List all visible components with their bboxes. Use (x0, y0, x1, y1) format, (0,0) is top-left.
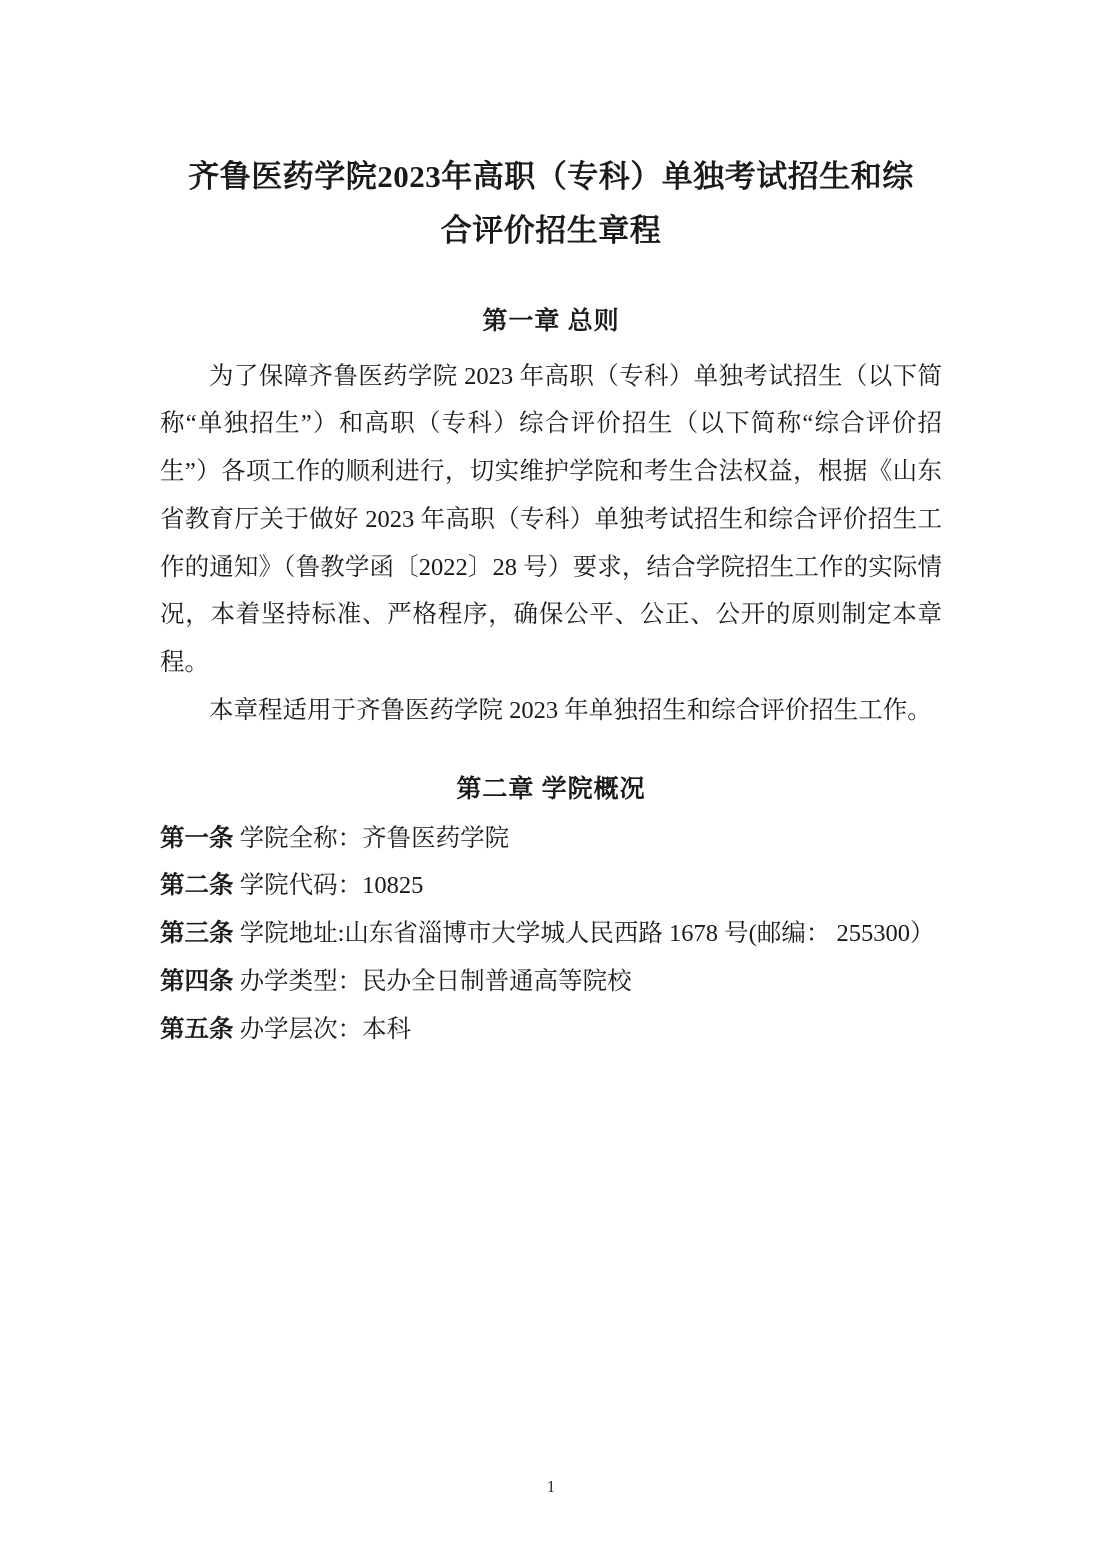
chapter-one-heading: 第一章 总则 (482, 307, 620, 335)
article-text: 学院代码：10825 (239, 872, 424, 900)
page-title: 齐鲁医药学院2023年高职（专科）单独考试招生和综合评价招生章程 (188, 159, 914, 249)
article-text: 办学层次：本科 (239, 1015, 412, 1043)
article-item (160, 910, 942, 958)
article-text: 学院全称：齐鲁医药学院 (239, 824, 510, 852)
chapter-one-paragraph-1: 为了保障齐鲁医药学院 2023 年高职（专科）单独考试招生（以下简称“单独招生”）和高职（专科）综合评价招生（以下简称“综合评价招生”）各项工作的顺利进行，切实维护学院和考生合法权益，根据《山东省教育厅关于做好 2023 年高职（专科）单独考试招生和综合评价招生工作的通知》（鲁教学函〔2022〕28 号）要求，结合学院招生工作的实际情况，本着坚持标准、严格程序，确保公平、公正、公开的原则制定本章程。 (160, 362, 942, 677)
article-label: 第四条 (160, 967, 234, 995)
article-item (160, 958, 942, 1006)
article-label: 第二条 (160, 872, 234, 900)
article-item (160, 815, 942, 863)
chapter-one-paragraph-2: 本章程适用于齐鲁医药学院 2023 年单独招生和综合评价招生工作。 (209, 696, 932, 724)
chapter-two-heading: 第二章 学院概况 (456, 775, 646, 803)
article-label: 第一条 (160, 824, 234, 852)
article-item (160, 862, 942, 910)
article-text: 办学类型：民办全日制普通高等院校 (239, 967, 632, 995)
article-item (160, 1006, 942, 1054)
article-label: 第三条 (160, 920, 234, 948)
article-label: 第五条 (160, 1015, 234, 1043)
article-text: 学院地址:山东省淄博市大学城人民西路 1678 号(邮编： 255300） (239, 920, 935, 948)
page-number: 1 (546, 1477, 556, 1496)
